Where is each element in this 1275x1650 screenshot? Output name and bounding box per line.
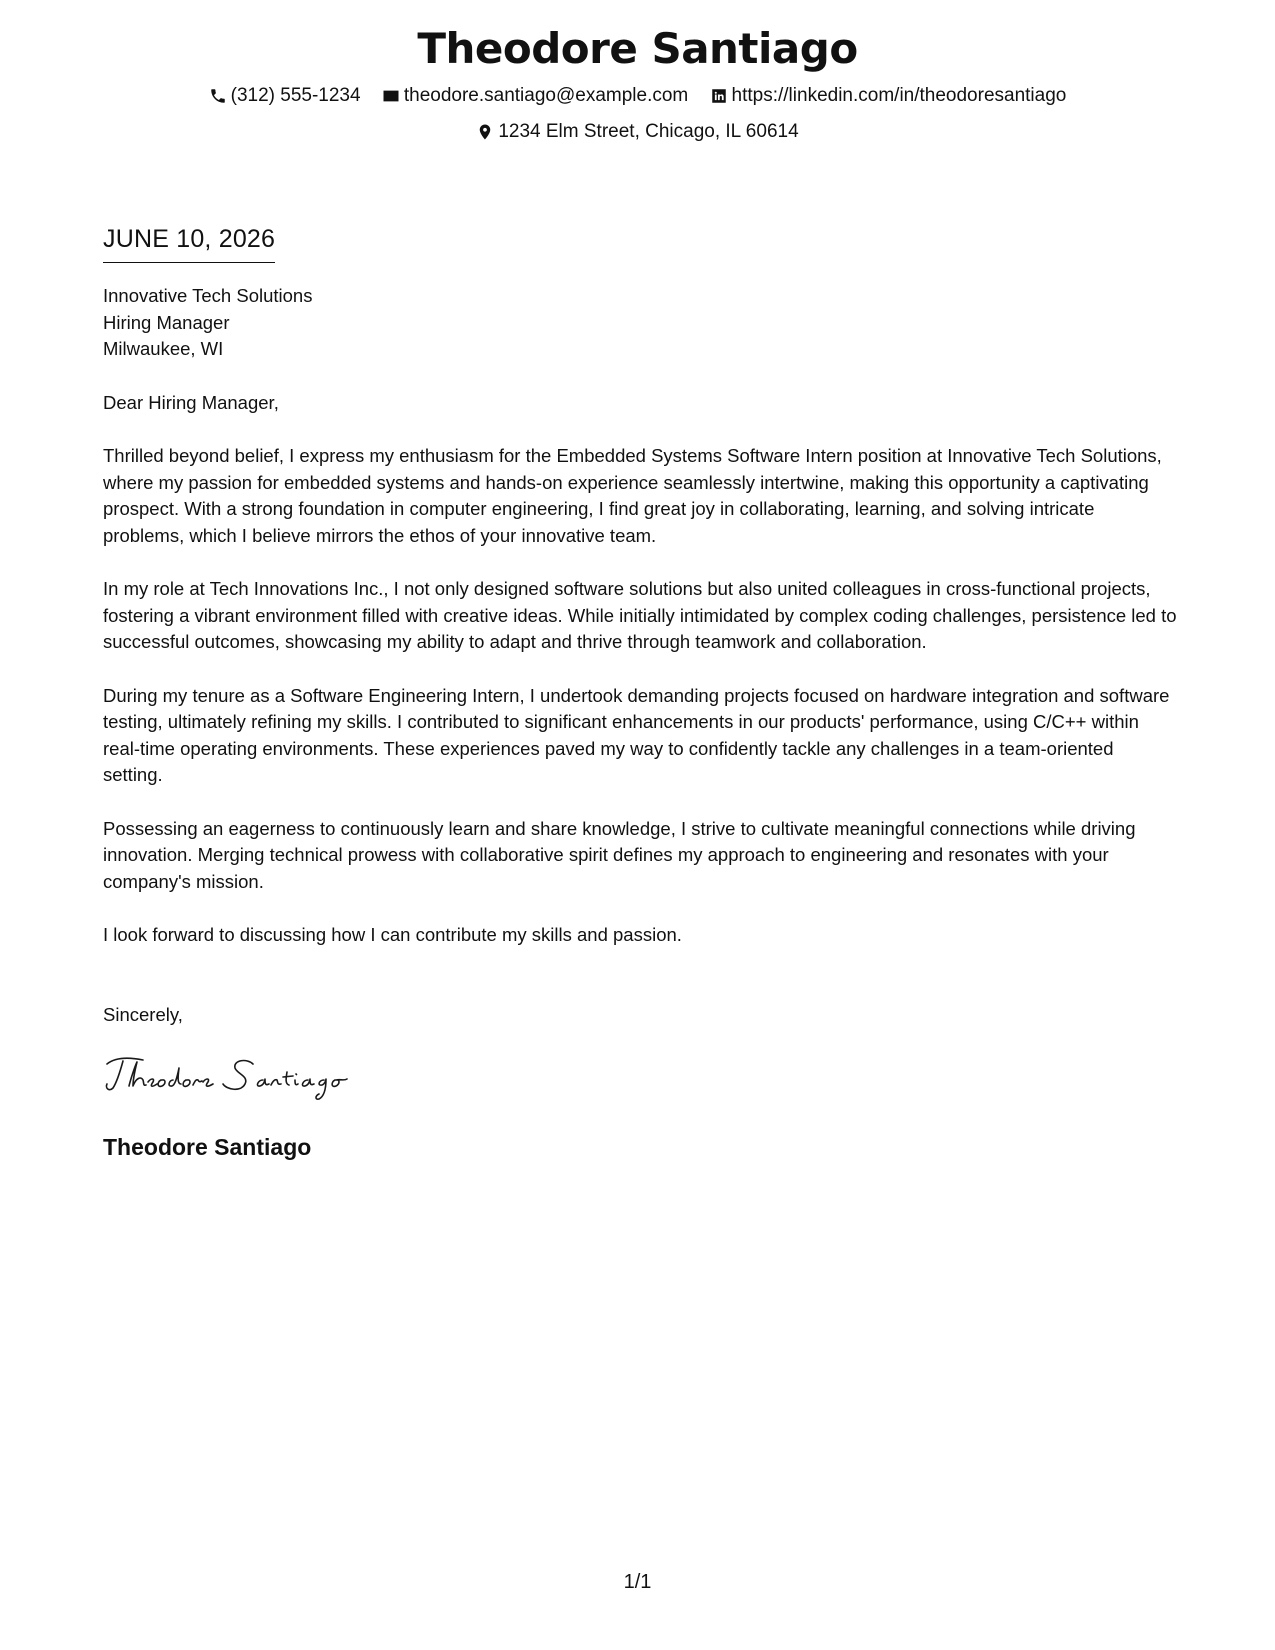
street-address: 1234 Elm Street, Chicago, IL 60614 (498, 121, 799, 142)
applicant-name: Theodore Santiago (417, 24, 858, 73)
letter-date: JUNE 10, 2026 (103, 222, 275, 263)
recipient-title: Hiring Manager (103, 311, 230, 333)
email-link[interactable]: theodore.santiago@example.com (403, 85, 689, 106)
phone-number: (312) 555-1234 (230, 85, 361, 106)
salutation: Dear Hiring Manager, (103, 391, 279, 413)
map-pin-icon (476, 123, 494, 141)
letter-body (103, 222, 1178, 1162)
page-number: 1/1 (623, 1571, 652, 1593)
envelope-icon (382, 87, 400, 105)
linkedin-link[interactable]: https://linkedin.com/in/theodoresantiago (731, 85, 1067, 106)
signer-name: Theodore Santiago (103, 1134, 312, 1160)
body-paragraph: I look forward to discussing how I can contribute my skills and passion. (103, 924, 682, 945)
recipient-company: Innovative Tech Solutions (103, 285, 313, 306)
body-paragraph: Possessing an eagerness to continuously learn and share knowledge, I strive to cultivate meaningful connections while driving innovation. Merging technical prowess with collaborative spirit defines my approach to engineering and resonates with your company's mission. (103, 817, 1136, 892)
contact-address (476, 116, 798, 148)
recipient-block (103, 283, 1178, 363)
body-paragraph: Thrilled beyond belief, I express my enthusiasm for the Embedded Systems Software Intern position at Innovative Tech Solutions, where my passion for embedded systems and hands-on experience seamlessly intertwine, making this opportunity a captivating prospect. With a strong foundation in computer engineering, I find great joy in collaborating, learning, and solving intricate problems, which I believe mirrors the ethos of your innovative team. (103, 445, 1162, 546)
closing: Sincerely, (103, 1003, 183, 1025)
body-paragraph: In my role at Tech Innovations Inc., I not only designed software solutions but also united colleagues in cross-functional projects, fostering a vibrant environment filled with creative ideas. While initially intimidated by complex coding challenges, persistence led to successful outcomes, showcasing my ability to adapt and thrive through teamwork and collaboration. (103, 578, 1177, 652)
handwritten-signature (103, 1052, 373, 1104)
phone-icon (209, 87, 227, 105)
contact-email (382, 80, 688, 112)
linkedin-icon (710, 87, 728, 105)
contact-row-secondary (0, 116, 1275, 152)
recipient-location: Milwaukee, WI (103, 338, 224, 359)
contact-phone (209, 80, 361, 112)
contact-row-primary (0, 80, 1275, 116)
letter-header (0, 18, 1275, 152)
contact-linkedin (710, 80, 1067, 112)
body-paragraph: During my tenure as a Software Engineering Intern, I undertook demanding projects focused on hardware integration and software testing, ultimately refining my skills. I contributed to significant enhancements in our products' performance, using C/C++ within real-time operating environments. These experiences paved my way to confidently tackle any challenges in a team-oriented setting. (103, 684, 1170, 785)
